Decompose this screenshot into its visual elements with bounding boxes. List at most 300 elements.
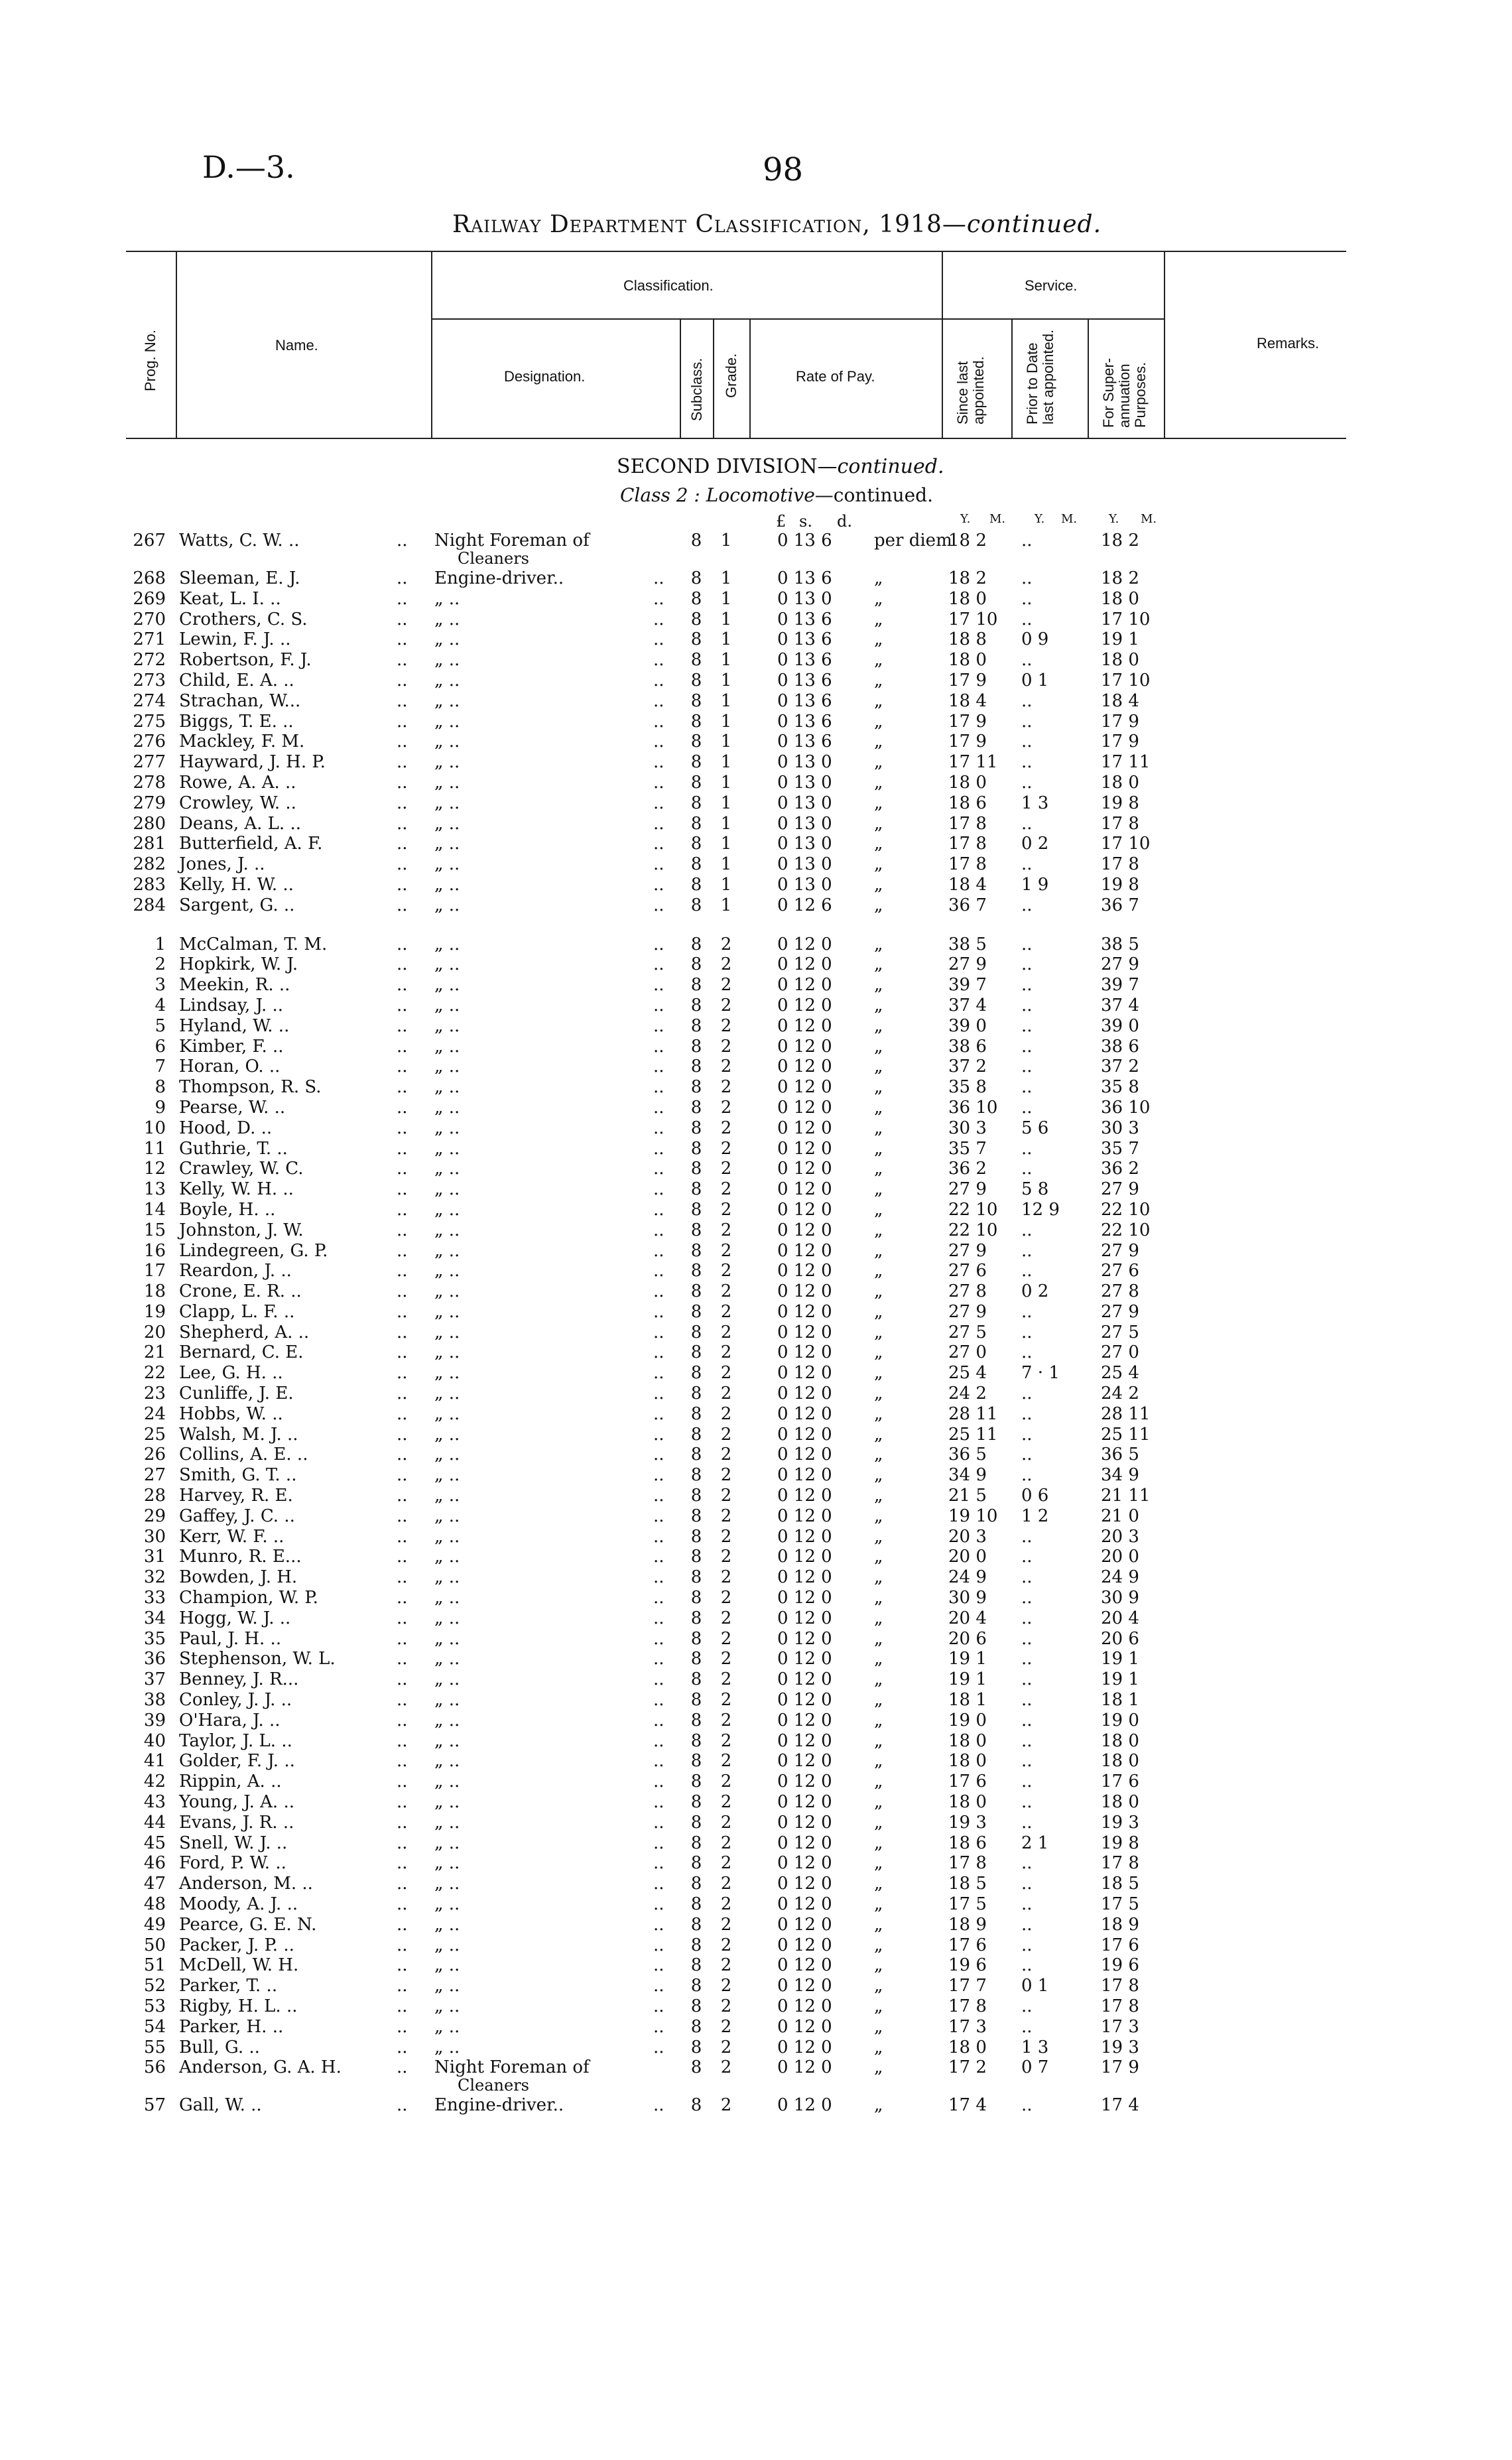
- service-prior: ..: [1021, 1772, 1033, 1792]
- subclass: 8: [690, 1690, 702, 1711]
- service-prior: ..: [1021, 1240, 1033, 1261]
- subclass: 8: [690, 793, 702, 813]
- table-row: [0, 1976, 1512, 1996]
- service-prior: ..: [1021, 1710, 1033, 1730]
- service-since-last: 17 4: [948, 2095, 987, 2116]
- pay-period: „: [874, 895, 883, 915]
- subclass: 8: [690, 1812, 702, 1833]
- pay-period: „: [874, 1812, 883, 1833]
- service-superannuation: 27 9: [1101, 1240, 1139, 1261]
- rate-of-pay: 0 12 0: [777, 1730, 832, 1751]
- designation: „ ..: [434, 1486, 460, 1506]
- designation: „ ..: [434, 752, 460, 773]
- pay-period: „: [874, 1465, 883, 1486]
- leader-dots: ..: [397, 1567, 408, 1588]
- service-since-last: 17 9: [948, 670, 987, 690]
- table-row: [0, 1465, 1512, 1486]
- subclass: 8: [690, 1015, 702, 1036]
- rate-of-pay: 0 12 0: [777, 2016, 832, 2037]
- grade: 2: [720, 1077, 732, 1098]
- table-row: [0, 2017, 1512, 2038]
- pay-period: „: [874, 1853, 883, 1874]
- grade: 2: [720, 1465, 732, 1486]
- subclass: 8: [690, 1649, 702, 1669]
- service-prior: ..: [1021, 1853, 1033, 1874]
- service-since-last: 20 6: [948, 1628, 987, 1649]
- employee-name: Kelly, W. H. ..: [179, 1179, 294, 1200]
- designation: „ ..: [434, 1403, 460, 1424]
- table-row: [0, 954, 1512, 975]
- service-superannuation: 27 5: [1101, 1322, 1139, 1342]
- leader-dots: ..: [397, 2016, 408, 2037]
- leader-dots: ..: [653, 1036, 664, 1057]
- prog-no: 279: [133, 793, 166, 813]
- table-row: [0, 610, 1512, 630]
- rule: [749, 318, 751, 438]
- prog-no: 39: [143, 1710, 166, 1730]
- service-superannuation: 27 8: [1101, 1281, 1139, 1302]
- service-prior: ..: [1021, 732, 1033, 752]
- service-prior: 1 9: [1021, 874, 1049, 895]
- leader-dots: ..: [653, 1628, 664, 1649]
- leader-dots: ..: [653, 1772, 664, 1792]
- service-superannuation: 24 2: [1101, 1384, 1139, 1404]
- table-row: [0, 1711, 1512, 1731]
- header-classification: Classification.: [623, 277, 714, 294]
- subclass: 8: [690, 1403, 702, 1424]
- employee-name: Collins, A. E. ..: [179, 1445, 308, 1465]
- prog-no: 49: [143, 1914, 166, 1935]
- service-since-last: 28 11: [948, 1403, 998, 1424]
- designation: „ ..: [434, 1935, 460, 1955]
- subclass: 8: [690, 1301, 702, 1322]
- prog-no: 34: [143, 1608, 166, 1628]
- service-prior: ..: [1021, 1015, 1033, 1036]
- pay-period: „: [874, 629, 883, 650]
- subclass: 8: [690, 1526, 702, 1547]
- rate-of-pay: 0 12 0: [777, 1465, 832, 1486]
- employee-name: Bowden, J. H.: [179, 1567, 298, 1588]
- rate-of-pay: 0 12 0: [777, 954, 832, 975]
- grade: 2: [720, 1935, 732, 1955]
- unit-pence: d.: [837, 512, 852, 531]
- prog-no: 50: [143, 1935, 166, 1955]
- leader-dots: ..: [397, 1874, 408, 1894]
- grade: 2: [720, 1322, 732, 1342]
- rule: [1164, 251, 1165, 438]
- table-row: [0, 1772, 1512, 1792]
- service-since-last: 17 6: [948, 1935, 987, 1955]
- table-row: [0, 2057, 1512, 2095]
- leader-dots: ..: [397, 2095, 408, 2116]
- table-row: [0, 1261, 1512, 1281]
- leader-dots: ..: [653, 2037, 664, 2057]
- header-prog-no: Prog. No.: [142, 330, 158, 391]
- prog-no: 1: [155, 934, 166, 954]
- grade: 2: [720, 1608, 732, 1628]
- service-superannuation: 20 0: [1101, 1547, 1139, 1567]
- designation: „ ..: [434, 954, 460, 975]
- rule: [942, 251, 943, 438]
- table-row: [0, 1751, 1512, 1772]
- employee-name: Paul, J. H. ..: [179, 1628, 282, 1649]
- leader-dots: ..: [653, 588, 664, 609]
- table-row: [0, 732, 1512, 752]
- leader-dots: ..: [653, 1914, 664, 1935]
- table-row: [0, 1731, 1512, 1752]
- service-superannuation: 20 6: [1101, 1628, 1139, 1649]
- pay-period: „: [874, 1057, 883, 1077]
- employee-name: Harvey, R. E.: [179, 1486, 293, 1506]
- service-prior: 0 2: [1021, 834, 1049, 854]
- pay-period: „: [874, 772, 883, 793]
- service-superannuation: 20 4: [1101, 1608, 1139, 1628]
- table-row: [0, 834, 1512, 854]
- rate-of-pay: 0 12 0: [777, 1138, 832, 1159]
- prog-no: 43: [143, 1792, 166, 1813]
- leader-dots: ..: [653, 1486, 664, 1506]
- service-superannuation: 22 10: [1101, 1220, 1151, 1240]
- pay-period: „: [874, 813, 883, 834]
- pay-period: „: [874, 1547, 883, 1567]
- service-since-last: 25 4: [948, 1363, 987, 1384]
- grade: 2: [720, 1772, 732, 1792]
- grade: 2: [720, 1914, 732, 1935]
- subclass: 8: [690, 813, 702, 834]
- designation: „ ..: [434, 732, 460, 752]
- rate-of-pay: 0 12 0: [777, 1853, 832, 1874]
- section-division: SECOND DIVISION—: [617, 455, 838, 478]
- service-superannuation: 19 6: [1101, 1955, 1139, 1976]
- grade: 1: [720, 629, 732, 650]
- leader-dots: ..: [653, 1710, 664, 1730]
- rate-of-pay: 0 12 0: [777, 1220, 832, 1240]
- service-superannuation: 27 9: [1101, 1179, 1139, 1200]
- service-prior: ..: [1021, 588, 1033, 609]
- employee-name: Anderson, M. ..: [179, 1874, 313, 1894]
- table-row: [0, 895, 1512, 916]
- prog-no: 37: [143, 1669, 166, 1690]
- table-row: [0, 1281, 1512, 1302]
- service-since-last: 18 6: [948, 1833, 987, 1853]
- employee-name: Packer, J. P. ..: [179, 1935, 294, 1955]
- leader-dots: ..: [653, 1608, 664, 1628]
- prog-no: 3: [155, 975, 166, 996]
- leader-dots: ..: [397, 1384, 408, 1404]
- service-prior: ..: [1021, 1057, 1033, 1077]
- employee-name: Rigby, H. L. ..: [179, 1996, 298, 2016]
- service-prior: 1 3: [1021, 2037, 1049, 2057]
- service-superannuation: 18 0: [1101, 1751, 1139, 1772]
- table-row: [0, 1323, 1512, 1343]
- prog-no: 280: [133, 813, 166, 834]
- table-row: [0, 1996, 1512, 2017]
- leader-dots: ..: [397, 1424, 408, 1445]
- service-prior: ..: [1021, 1445, 1033, 1465]
- service-since-last: 22 10: [948, 1220, 998, 1240]
- grade: 2: [720, 1751, 732, 1772]
- service-since-last: 35 8: [948, 1077, 987, 1098]
- service-since-last: 20 3: [948, 1526, 987, 1547]
- prog-no: 13: [143, 1179, 166, 1200]
- grade: 2: [720, 1547, 732, 1567]
- table-row: [0, 629, 1512, 650]
- table-row: [0, 1241, 1512, 1262]
- rate-of-pay: 0 13 6: [777, 711, 832, 732]
- service-prior: ..: [1021, 772, 1033, 793]
- leader-dots: ..: [653, 1730, 664, 1751]
- subclass: 8: [690, 1955, 702, 1976]
- pay-period: „: [874, 1996, 883, 2016]
- pay-period: „: [874, 1894, 883, 1914]
- service-superannuation: 17 10: [1101, 670, 1151, 690]
- grade: 2: [720, 1792, 732, 1813]
- leader-dots: ..: [653, 1833, 664, 1853]
- rate-of-pay: 0 12 0: [777, 1384, 832, 1404]
- grade: 2: [720, 1342, 732, 1363]
- rate-of-pay: 0 12 0: [777, 1751, 832, 1772]
- subclass: 8: [690, 1628, 702, 1649]
- table-row: [0, 1159, 1512, 1179]
- grade: 2: [720, 1526, 732, 1547]
- subclass: 8: [690, 609, 702, 629]
- pay-period: „: [874, 752, 883, 773]
- rate-of-pay: 0 12 0: [777, 1894, 832, 1914]
- service-prior: ..: [1021, 1097, 1033, 1118]
- service-prior: 0 6: [1021, 1486, 1049, 1506]
- leader-dots: ..: [397, 650, 408, 671]
- designation: „ ..: [434, 1138, 460, 1159]
- service-prior: ..: [1021, 1996, 1033, 2016]
- leader-dots: ..: [397, 854, 408, 875]
- subclass: 8: [690, 1669, 702, 1690]
- leader-dots: ..: [397, 1057, 408, 1077]
- designation: „ ..: [434, 1506, 460, 1526]
- service-since-last: 18 2: [948, 531, 987, 550]
- service-prior: 7 · 1: [1021, 1363, 1060, 1384]
- rate-of-pay: 0 12 0: [777, 1976, 832, 1996]
- service-since-last: 18 6: [948, 793, 987, 813]
- employee-name: Crowley, W. ..: [179, 793, 296, 813]
- table-row: [0, 1935, 1512, 1956]
- prog-no: 274: [133, 690, 166, 711]
- leader-dots: ..: [397, 1036, 408, 1057]
- service-superannuation: 39 7: [1101, 975, 1139, 996]
- grade: 2: [720, 1240, 732, 1261]
- designation: „ ..: [434, 650, 460, 671]
- designation: „ ..: [434, 629, 460, 650]
- prog-no: 28: [143, 1486, 166, 1506]
- service-prior: ..: [1021, 1424, 1033, 1445]
- leader-dots: ..: [653, 772, 664, 793]
- service-prior: ..: [1021, 1874, 1033, 1894]
- prog-no: 51: [143, 1955, 166, 1976]
- leader-dots: ..: [653, 650, 664, 671]
- leader-dots: ..: [397, 1690, 408, 1711]
- pay-period: „: [874, 1955, 883, 1976]
- designation-line2: Cleaners: [458, 2076, 529, 2095]
- subclass: 8: [690, 934, 702, 954]
- service-prior: ..: [1021, 1138, 1033, 1159]
- rule: [126, 251, 1346, 252]
- service-since-last: 18 0: [948, 1730, 987, 1751]
- leader-dots: ..: [397, 1077, 408, 1098]
- document-code: D.—3.: [202, 149, 295, 185]
- prog-no: 267: [133, 531, 166, 550]
- employee-name: Benney, J. R...: [179, 1669, 299, 1690]
- service-prior: ..: [1021, 1301, 1033, 1322]
- service-superannuation: 19 1: [1101, 1649, 1139, 1669]
- prog-no: 24: [143, 1403, 166, 1424]
- designation: „ ..: [434, 1751, 460, 1772]
- leader-dots: ..: [653, 1588, 664, 1608]
- table-row: [0, 1179, 1512, 1200]
- employee-name: Parker, H. ..: [179, 2016, 284, 2037]
- prog-no: 18: [143, 1281, 166, 1302]
- leader-dots: ..: [653, 1976, 664, 1996]
- leader-dots: ..: [653, 1015, 664, 1036]
- leader-dots: ..: [653, 1669, 664, 1690]
- service-superannuation: 19 8: [1101, 1833, 1139, 1853]
- employee-name: Parker, T. ..: [179, 1976, 278, 1996]
- leader-dots: ..: [397, 1526, 408, 1547]
- service-since-last: 21 5: [948, 1486, 987, 1506]
- service-superannuation: 39 0: [1101, 1015, 1139, 1036]
- designation: „ ..: [434, 1730, 460, 1751]
- service-since-last: 18 0: [948, 1792, 987, 1813]
- grade: 2: [720, 1567, 732, 1588]
- designation: „ ..: [434, 2016, 460, 2037]
- designation: „ ..: [434, 1159, 460, 1179]
- rate-of-pay: 0 13 6: [777, 732, 832, 752]
- employee-name: Deans, A. L. ..: [179, 813, 301, 834]
- designation: „ ..: [434, 1812, 460, 1833]
- pay-period: „: [874, 1506, 883, 1526]
- leader-dots: ..: [653, 1506, 664, 1526]
- table-row: [0, 996, 1512, 1016]
- leader-dots: ..: [397, 752, 408, 773]
- service-prior: ..: [1021, 1628, 1033, 1649]
- service-superannuation: 19 0: [1101, 1710, 1139, 1730]
- subclass: 8: [690, 1097, 702, 1118]
- rule: [176, 251, 177, 438]
- employee-name: Evans, J. R. ..: [179, 1812, 294, 1833]
- table-row: [0, 1690, 1512, 1711]
- prog-no: 42: [143, 1772, 166, 1792]
- leader-dots: ..: [397, 1486, 408, 1506]
- rate-of-pay: 0 12 0: [777, 1874, 832, 1894]
- service-prior: 5 8: [1021, 1179, 1049, 1200]
- service-superannuation: 36 10: [1101, 1097, 1151, 1118]
- grade: 2: [720, 1179, 732, 1200]
- leader-dots: ..: [397, 1812, 408, 1833]
- leader-dots: ..: [653, 1690, 664, 1711]
- prog-no: 12: [143, 1159, 166, 1179]
- pay-period: „: [874, 1608, 883, 1628]
- rate-of-pay: 0 12 0: [777, 1772, 832, 1792]
- leader-dots: ..: [397, 1301, 408, 1322]
- subclass: 8: [690, 995, 702, 1015]
- service-since-last: 17 11: [948, 752, 998, 773]
- subclass: 8: [690, 1342, 702, 1363]
- rate-of-pay: 0 13 6: [777, 531, 832, 550]
- pay-period: „: [874, 793, 883, 813]
- grade: 2: [720, 2057, 732, 2078]
- prog-no: 268: [133, 568, 166, 588]
- subclass: 8: [690, 1077, 702, 1098]
- leader-dots: ..: [397, 874, 408, 895]
- subclass: 8: [690, 752, 702, 773]
- leader-dots: ..: [653, 1179, 664, 1200]
- service-superannuation: 17 8: [1101, 854, 1139, 875]
- service-superannuation: 38 5: [1101, 934, 1139, 954]
- designation: „ ..: [434, 1588, 460, 1608]
- rate-of-pay: 0 12 0: [777, 1486, 832, 1506]
- table-row: [0, 1098, 1512, 1118]
- prog-no: 284: [133, 895, 166, 915]
- service-superannuation: 30 9: [1101, 1588, 1139, 1608]
- leader-dots: ..: [397, 1118, 408, 1138]
- designation: „ ..: [434, 1036, 460, 1057]
- table-row: [0, 691, 1512, 712]
- service-prior: ..: [1021, 1159, 1033, 1179]
- service-since-last: 27 8: [948, 1281, 987, 1302]
- designation: „ ..: [434, 995, 460, 1015]
- rate-of-pay: 0 12 0: [777, 1996, 832, 2016]
- subclass: 8: [690, 1220, 702, 1240]
- header-designation: Designation.: [504, 368, 586, 385]
- leader-dots: ..: [397, 1322, 408, 1342]
- designation: „ ..: [434, 895, 460, 915]
- pay-period: „: [874, 670, 883, 690]
- rate-of-pay: 0 12 0: [777, 1342, 832, 1363]
- subclass: 8: [690, 1322, 702, 1342]
- subclass: 8: [690, 1996, 702, 2016]
- employee-name: Taylor, J. L. ..: [179, 1730, 292, 1751]
- designation: „ ..: [434, 772, 460, 793]
- employee-name: McCalman, T. M.: [179, 934, 328, 954]
- grade: 1: [720, 568, 732, 588]
- pay-period: „: [874, 1567, 883, 1588]
- designation: „ ..: [434, 1853, 460, 1874]
- designation: „ ..: [434, 975, 460, 996]
- service-superannuation: 27 9: [1101, 1301, 1139, 1322]
- table-row: [0, 1669, 1512, 1690]
- designation: „ ..: [434, 1240, 460, 1261]
- leader-dots: ..: [397, 1669, 408, 1690]
- subclass: 8: [690, 1710, 702, 1730]
- rate-of-pay: 0 12 0: [777, 2095, 832, 2116]
- pay-period: „: [874, 1751, 883, 1772]
- service-since-last: 18 2: [948, 568, 987, 588]
- designation: „ ..: [434, 1996, 460, 2016]
- subclass: 8: [690, 629, 702, 650]
- table-row: [0, 1649, 1512, 1669]
- grade: 2: [720, 1159, 732, 1179]
- employee-name: Robertson, F. J.: [179, 650, 312, 671]
- prog-no: 55: [143, 2037, 166, 2057]
- leader-dots: ..: [397, 568, 408, 588]
- rate-of-pay: 0 13 0: [777, 793, 832, 813]
- service-prior: ..: [1021, 1588, 1033, 1608]
- pay-period: „: [874, 2016, 883, 2037]
- prog-no: 46: [143, 1853, 166, 1874]
- subclass: 8: [690, 1792, 702, 1813]
- prog-no: 36: [143, 1649, 166, 1669]
- table-row: [0, 1915, 1512, 1935]
- employee-name: Jones, J. ..: [179, 854, 265, 875]
- table-row: [0, 1200, 1512, 1220]
